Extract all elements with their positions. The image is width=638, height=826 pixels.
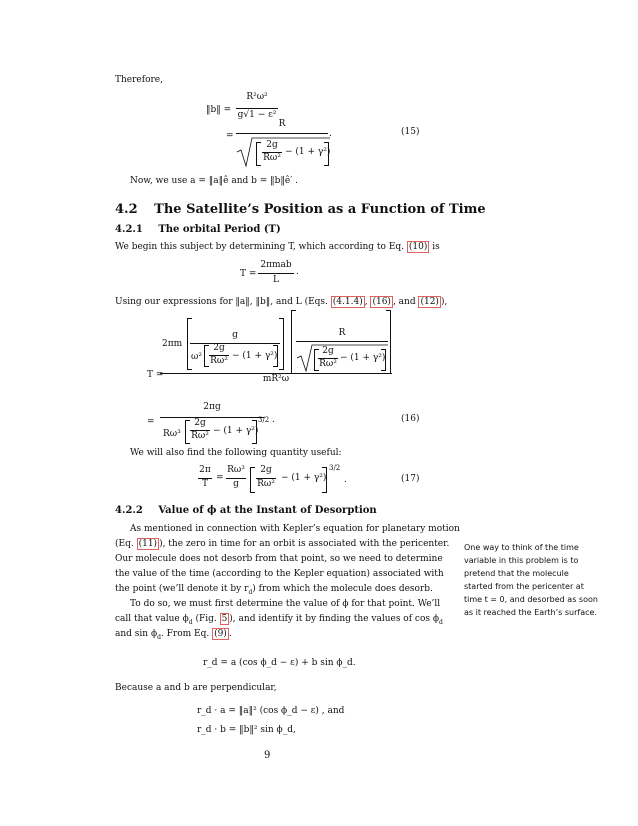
eq15-lhs: ‖b‖ = <box>206 105 232 115</box>
paragraph-4-line-5: the point (we’ll denote it by $r_d$) from which the molecule does desorb. <box>115 584 433 596</box>
eqBig-R: R <box>338 328 346 338</box>
eq-12-link[interactable]: (12) <box>420 297 439 307</box>
paragraph-1-text-b: is <box>429 242 440 252</box>
paragraph-5-line-2: call that value $\phi_d$ (Fig. 5 ), and identify it by finding the values of $\cos \phi_d$ <box>115 614 443 626</box>
paragraph-5-text-4: and sin ϕ <box>115 629 158 639</box>
inner-right-bracket <box>273 345 278 367</box>
fig-5-link[interactable]: 5 <box>221 614 228 624</box>
eq15-inner-num: 2g <box>266 140 278 150</box>
paragraph-6: Because a and b are perpendicular, <box>115 683 277 693</box>
equation-dot-b: r_d · b = ‖b‖² sin ϕ_d, <box>197 725 296 735</box>
eq16-power: 3/2 <box>258 416 270 424</box>
eqBig-inner-rest-2: − (1 + γ²) <box>340 353 386 363</box>
paragraph-2-text-a: Using our expressions for ‖a‖, ‖b‖, and L (Eqs. <box>115 297 331 307</box>
fraction-bar <box>258 273 294 274</box>
eqT-lhs: T = <box>240 269 257 279</box>
eq15-inner-rest: − (1 + γ²) <box>285 147 331 157</box>
eq17-lhs-num: 2π <box>199 465 211 475</box>
right-bracket <box>324 142 329 166</box>
eq15-num2: R <box>278 119 286 129</box>
eqBig-den: mR²ω <box>262 374 290 384</box>
right-bracket <box>252 420 257 444</box>
subsection-2-title: Value of ϕ at the Instant of Desorption <box>158 505 377 516</box>
eq17-inner-num: 2g <box>260 465 272 475</box>
margin-note-line-1: One way to think of the time <box>464 543 579 552</box>
paragraph-1 <box>115 241 440 253</box>
paragraph-5-text-5: . From Eq. <box>160 629 213 639</box>
eq16-den-pre: Rω³ <box>163 429 181 439</box>
eq17-power: 3/2 <box>329 464 341 472</box>
paragraph-5-text-6: . <box>228 629 232 639</box>
margin-note-line-2: variable in this problem is to <box>464 556 579 565</box>
eq16-inner-den: Rω² <box>191 431 209 441</box>
eqBig-lhs: T = <box>147 370 164 380</box>
paragraph-4-line-4: the value of the time (according to the Kepler equation) associated with <box>115 569 444 579</box>
paragraph-2-text-b: ), <box>440 297 448 307</box>
eq15-num1: R²ω² <box>246 92 268 102</box>
fraction-bar <box>236 133 328 134</box>
paragraph-5-line-1: To do so, we must first determine the value of ϕ for that point. We’ll <box>130 599 441 609</box>
fraction-bar <box>236 108 278 109</box>
paragraph-3: We will also find the following quantity useful: <box>130 448 342 458</box>
eqT-num: 2πmab <box>260 260 292 270</box>
fraction-bar <box>190 343 280 344</box>
eqBig-g: g <box>232 330 238 340</box>
big-right-bracket-1 <box>279 318 284 370</box>
now-we-use-text: Now, we use a = ‖a‖ê and b = ‖b‖ê′ . <box>130 176 298 186</box>
eq17-period: . <box>344 475 347 485</box>
eqBig-inner-den-1: Rω² <box>210 356 228 366</box>
margin-note-line-3: pretend that the molecule <box>464 569 569 578</box>
paragraph-2 <box>115 296 447 308</box>
eq-10-link[interactable]: (10) <box>408 242 428 252</box>
paragraph-1-text-a: We begin this subject by determining T, which according to Eq. <box>115 242 407 252</box>
margin-note-line-5: time t = 0, and desorbed as soon <box>464 595 598 604</box>
subsection-heading-1 <box>115 224 281 235</box>
page-number: 9 <box>264 750 271 761</box>
paragraph-4-line-1: As mentioned in connection with Kepler’s equation for planetary motion <box>130 524 460 534</box>
paragraph-4-line-2-end: ), the zero in time for an orbit is associated with the pericenter. <box>159 539 450 549</box>
section-title: The Satellite’s Position as a Function of Time <box>154 202 486 217</box>
eq17-inner-den: Rω² <box>257 479 275 489</box>
eq16-num: 2πg <box>203 402 221 412</box>
eq17-number: (17) <box>401 474 420 484</box>
big-right-bracket-2 <box>386 310 391 374</box>
eq16-inner-num: 2g <box>194 418 206 428</box>
paragraph-4-line-3: Our molecule does not desorb from that point, so we need to determine <box>115 554 443 564</box>
paragraph-4-line-2-start: (Eq. <box>115 539 137 549</box>
eq-9-link[interactable]: (9) <box>214 629 227 639</box>
paragraph-5-text-1: call that value ϕ <box>115 614 189 624</box>
equation-rd: r_d = a (cos ϕ_d − ε) + b sin ϕ_d. <box>203 658 356 668</box>
eq-11-link[interactable]: (11) <box>138 539 158 549</box>
subsection-1-number: 4.2.1 <box>115 224 143 235</box>
eq17-equals: = <box>216 473 224 483</box>
right-bracket <box>322 467 327 493</box>
margin-note-line-4: started from the pericenter at <box>464 582 584 591</box>
paragraph-2-sep-1: , <box>364 297 371 307</box>
subsection-heading-2 <box>115 505 377 516</box>
eq17-inner-rest: − (1 + γ²) <box>281 473 327 483</box>
eq15-number: (15) <box>401 127 420 137</box>
equation-dot-a: r_d · a = ‖a‖² (cos ϕ_d − ε) , and <box>197 706 345 716</box>
paragraph-4-line-5-end: ) from which the molecule does desorb. <box>252 584 433 594</box>
eq-4-1-4-link[interactable]: (4.1.4) <box>332 297 363 307</box>
eq15-equals: = <box>226 131 234 141</box>
eq15-period: . <box>329 129 332 139</box>
paragraph-5-line-3: and $\sin \phi_d$. From Eq. (9) . <box>115 629 232 641</box>
eq17-lhs-den: T <box>201 479 208 489</box>
eq16-period: . <box>272 415 275 425</box>
paragraph-4-line-2 <box>115 538 449 550</box>
eq17-rhs-den: g <box>233 479 239 489</box>
section-heading <box>115 202 486 217</box>
paragraph-5-text-3: ), and identify it by finding the values of cos ϕ <box>229 614 439 624</box>
eq-16-link[interactable]: (16) <box>372 297 391 307</box>
eq16-number: (16) <box>401 414 420 424</box>
eq15-den1: g√1 − ε² <box>237 110 277 120</box>
paragraph-2-sep-2: , and <box>392 297 419 307</box>
margin-note-line-6: as it reached the Earth’s surface. <box>464 608 597 617</box>
eq15-inner-den: Rω² <box>263 153 281 163</box>
eqBig-inner-den-2: Rω² <box>319 359 337 369</box>
eq17-rhs-num: Rω³ <box>227 465 245 475</box>
eqT-den: L <box>273 275 279 285</box>
fraction-bar <box>160 417 264 418</box>
eq16-inner-rest: − (1 + γ²) <box>213 426 259 436</box>
therefore-text: Therefore, <box>115 75 163 85</box>
paragraph-5-text-2: (Fig. <box>192 614 220 624</box>
subsection-2-number: 4.2.2 <box>115 505 143 516</box>
eqBig-inner-num-2: 2g <box>322 346 334 356</box>
section-number: 4.2 <box>115 202 138 217</box>
eqBig-inner-rest-1: − (1 + γ²) <box>232 351 278 361</box>
fraction-bar <box>296 341 388 342</box>
eqBig-coef: 2πm <box>162 339 183 349</box>
eqBig-omega2: ω² <box>191 352 202 362</box>
eqBig-inner-num-1: 2g <box>213 343 225 353</box>
eqT-period: . <box>296 267 299 277</box>
paragraph-4-line-5-start: the point (we’ll denote it by r <box>115 584 249 594</box>
subsection-1-title: The orbital Period (T) <box>158 224 281 235</box>
eq16-equals: = <box>147 417 155 427</box>
